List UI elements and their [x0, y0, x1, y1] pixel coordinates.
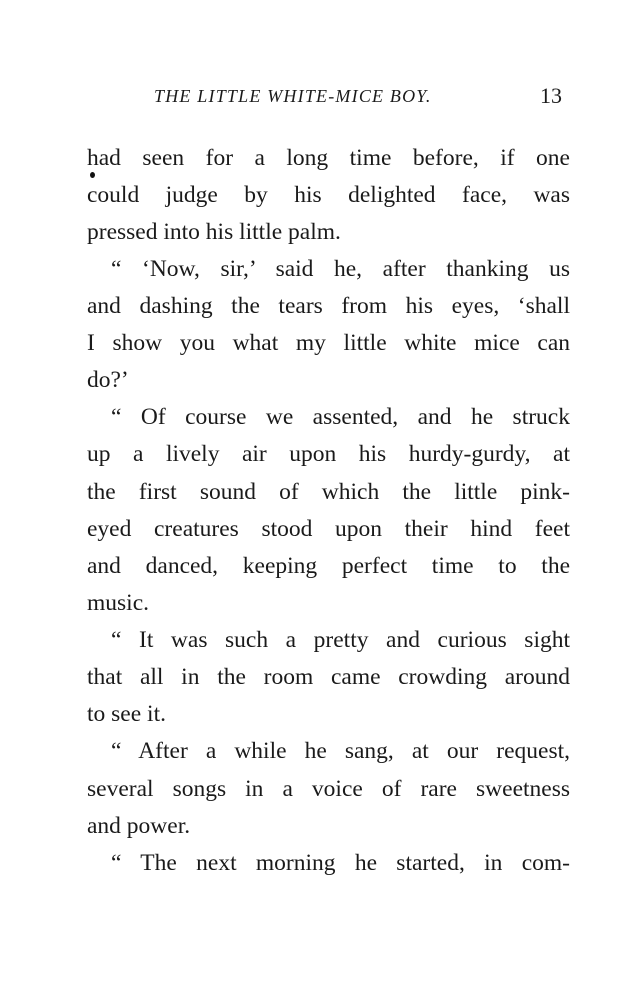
text-line: “ After a while he sang, at our request, — [111, 738, 570, 764]
text-line: “ ‘Now, sir,’ said he, after thanking us — [111, 256, 570, 282]
text-line: the first sound of which the little pink- — [87, 479, 570, 505]
page-number: 13 — [540, 83, 562, 108]
running-head — [0, 83, 635, 116]
text-line: music. — [87, 590, 150, 616]
text-line: to see it. — [87, 701, 166, 727]
text-line: several songs in a voice of rare sweetness — [87, 776, 570, 802]
text-line: pressed into his little palm. — [87, 219, 341, 245]
text-line: and power. — [87, 813, 191, 839]
text-line: I show you what my little white mice can — [87, 330, 570, 356]
text-line: that all in the room came crowding around — [87, 664, 570, 690]
running-title: THE LITTLE WHITE-MICE BOY. — [154, 86, 432, 106]
text-line: and danced, keeping perfect time to the — [87, 553, 570, 579]
text-line: “ The next morning he started, in com- — [111, 850, 570, 876]
text-line: “ Of course we assented, and he struck — [111, 404, 570, 430]
text-line: up a lively air upon his hurdy-gurdy, at — [87, 441, 570, 467]
text-line: had seen for a long time before, if one — [87, 145, 570, 171]
text-line: and dashing the tears from his eyes, ‘shall — [87, 293, 570, 319]
text-line: do?’ — [87, 367, 129, 393]
text-line: eyed creatures stood upon their hind feet — [87, 516, 570, 542]
text-line: could judge by his delighted face, was — [87, 182, 570, 208]
text-line: “ It was such a pretty and curious sight — [111, 627, 570, 653]
